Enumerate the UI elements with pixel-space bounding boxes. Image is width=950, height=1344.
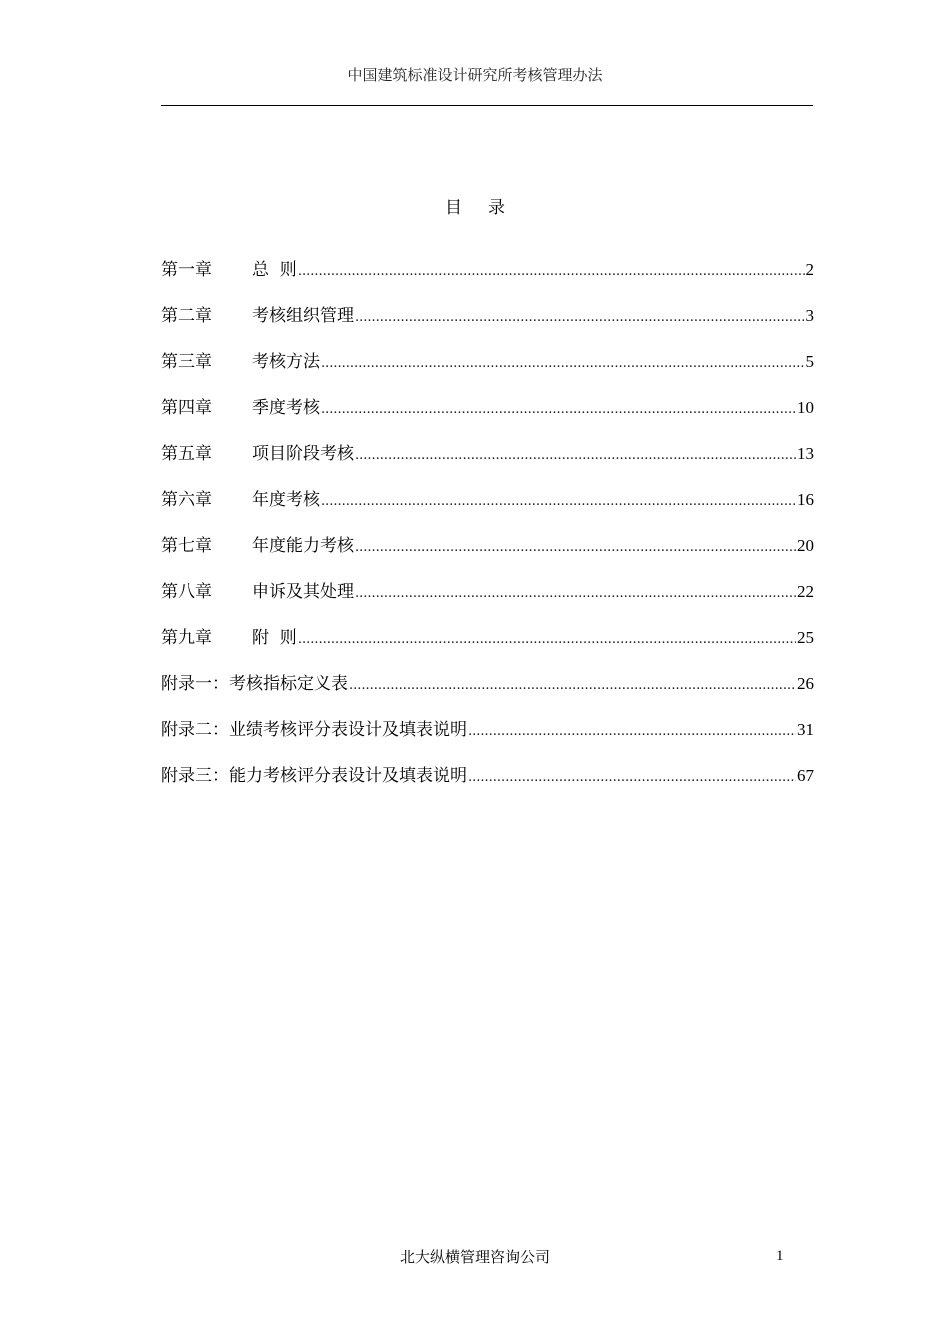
toc-entry-chapter-8[interactable]	[161, 580, 814, 626]
toc-heading-left: 目	[445, 198, 462, 218]
toc-entry-title: 附录二：业绩考核评分表设计及填表说明	[161, 720, 467, 740]
toc-entry-title: 附录三：能力考核评分表设计及填表说明	[161, 766, 467, 786]
toc-dot-leader	[355, 444, 796, 468]
toc-chapter-label: 第二章	[161, 306, 212, 326]
toc-dot-leader	[349, 674, 796, 698]
toc-dot-leader	[355, 582, 796, 606]
toc-dot-leader	[468, 766, 796, 790]
table-of-contents	[161, 258, 814, 810]
toc-dot-leader	[321, 490, 796, 514]
toc-page-number: 20	[797, 536, 814, 555]
toc-entry-chapter-2[interactable]	[161, 304, 814, 350]
toc-page-number: 25	[797, 628, 814, 647]
toc-chapter-label: 第七章	[161, 536, 212, 556]
header-divider	[161, 105, 813, 106]
toc-page-number: 2	[805, 260, 814, 279]
toc-entry-title: 附 则	[252, 628, 297, 648]
toc-page-number: 22	[797, 582, 814, 601]
toc-chapter-label: 第五章	[161, 444, 212, 464]
toc-page-number: 67	[797, 766, 814, 785]
toc-dot-leader	[468, 720, 796, 744]
toc-chapter-label: 第九章	[161, 628, 212, 648]
toc-entry-title: 考核方法	[252, 352, 320, 372]
toc-page-number: 16	[797, 490, 814, 509]
page-header-title: 中国建筑标准设计研究所考核管理办法	[347, 66, 603, 84]
toc-chapter-label: 第一章	[161, 260, 212, 280]
toc-entry-chapter-3[interactable]	[161, 350, 814, 396]
toc-entry-chapter-7[interactable]	[161, 534, 814, 580]
toc-entry-appendix-2[interactable]	[161, 718, 814, 764]
footer-page-number: 1	[776, 1248, 784, 1264]
toc-entry-chapter-5[interactable]	[161, 442, 814, 488]
toc-entry-chapter-9[interactable]	[161, 626, 814, 672]
toc-chapter-label: 第八章	[161, 582, 212, 602]
toc-dot-leader	[355, 306, 805, 330]
toc-dot-leader	[321, 398, 796, 422]
toc-entry-title: 考核组织管理	[252, 306, 354, 326]
toc-dot-leader	[321, 352, 805, 376]
toc-entry-title: 总 则	[252, 260, 297, 280]
toc-dot-leader	[355, 536, 796, 560]
toc-page-number: 10	[797, 398, 814, 417]
toc-page-number: 26	[797, 674, 814, 693]
toc-entry-title: 年度考核	[252, 490, 320, 510]
toc-entry-title: 申诉及其处理	[252, 582, 354, 602]
toc-page-number: 13	[797, 444, 814, 463]
footer-company-name: 北大纵横管理咨询公司	[399, 1248, 550, 1266]
toc-dot-leader	[298, 628, 796, 652]
toc-entry-chapter-1[interactable]	[161, 258, 814, 304]
toc-entry-appendix-1[interactable]	[161, 672, 814, 718]
toc-chapter-label: 第六章	[161, 490, 212, 510]
toc-chapter-label: 第三章	[161, 352, 212, 372]
toc-page-number: 31	[797, 720, 814, 739]
toc-entry-chapter-6[interactable]	[161, 488, 814, 534]
toc-page-number: 3	[805, 306, 814, 325]
toc-entry-chapter-4[interactable]	[161, 396, 814, 442]
toc-entry-title: 附录一：考核指标定义表	[161, 674, 348, 694]
toc-heading-right: 录	[488, 198, 505, 218]
toc-entry-appendix-3[interactable]	[161, 764, 814, 810]
toc-page-number: 5	[805, 352, 814, 371]
toc-entry-title: 季度考核	[252, 398, 320, 418]
toc-entry-title: 年度能力考核	[252, 536, 354, 556]
toc-dot-leader	[298, 260, 805, 284]
toc-heading	[0, 193, 950, 218]
toc-entry-title: 项目阶段考核	[252, 444, 354, 464]
toc-chapter-label: 第四章	[161, 398, 212, 418]
